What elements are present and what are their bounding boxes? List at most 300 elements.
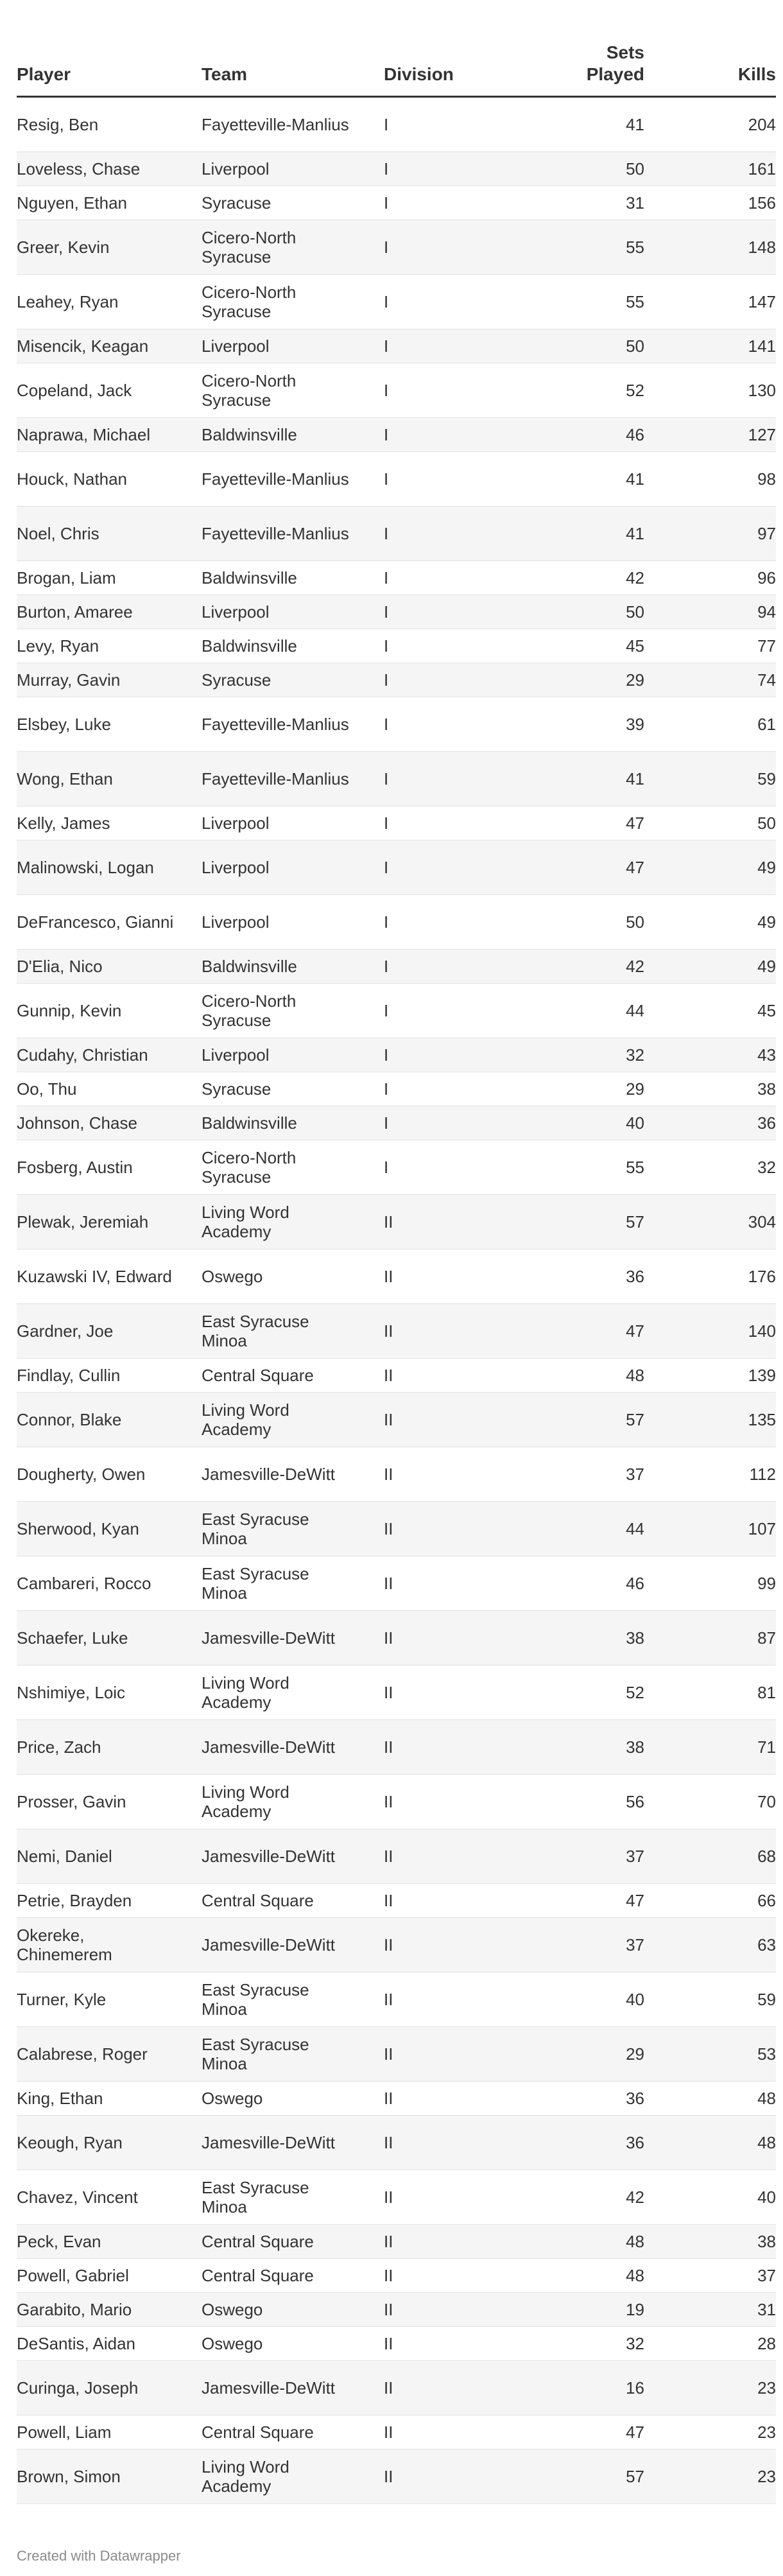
sets-played-cell: 36 [510,1249,644,1304]
sets-played-cell: 55 [510,275,644,329]
table-row [17,2116,776,2170]
sets-played-cell: 19 [510,2293,644,2327]
table-row [17,275,776,329]
kills-cell: 38 [644,2225,776,2259]
division-cell: I [384,418,510,452]
sets-played-cell: 48 [510,1359,644,1393]
sets-played-cell: 47 [510,806,644,840]
table-row [17,152,776,186]
player-cell: Dougherty, Owen [17,1447,202,1502]
player-cell: Curinga, Joseph [17,2361,202,2415]
team-cell: Cicero-North Syracuse [202,363,384,418]
team-cell: Baldwinsville [202,561,384,595]
column-header-label-line1: Sets [606,42,644,62]
team-cell: Central Square [202,2259,384,2293]
sets-played-cell: 36 [510,2082,644,2116]
table-row [17,1393,776,1447]
team-cell: East Syracuse Minoa [202,1972,384,2027]
player-cell: Brogan, Liam [17,561,202,595]
table-row [17,1249,776,1304]
team-cell: Fayetteville-Manlius [202,97,384,152]
sets-played-cell: 57 [510,2450,644,2504]
table-row [17,663,776,697]
player-cell: DeFrancesco, Gianni [17,895,202,950]
player-cell: D'Elia, Nico [17,950,202,984]
sets-played-cell: 46 [510,418,644,452]
player-cell: Noel, Chris [17,507,202,561]
player-cell: King, Ethan [17,2082,202,2116]
player-cell: Calabrese, Roger [17,2027,202,2082]
sets-played-cell: 55 [510,1140,644,1195]
team-cell: East Syracuse Minoa [202,2170,384,2225]
team-cell: Cicero-North Syracuse [202,275,384,329]
kills-cell: 23 [644,2450,776,2504]
player-cell: Petrie, Brayden [17,1884,202,1918]
kills-cell: 66 [644,1884,776,1918]
division-cell: II [384,1972,510,2027]
table-row [17,1106,776,1140]
sets-played-cell: 37 [510,1918,644,1972]
player-cell: Loveless, Chase [17,152,202,186]
division-cell: I [384,1072,510,1106]
sets-played-cell: 47 [510,840,644,895]
player-cell: Nemi, Daniel [17,1829,202,1884]
division-cell: II [384,2170,510,2225]
division-cell: I [384,186,510,220]
kills-cell: 304 [644,1195,776,1249]
team-cell: Central Square [202,1884,384,1918]
division-cell: I [384,561,510,595]
table-row [17,1918,776,1972]
sets-played-cell: 56 [510,1775,644,1829]
sets-played-cell: 52 [510,1666,644,1720]
table-row [17,2259,776,2293]
team-cell: East Syracuse Minoa [202,2027,384,2082]
team-cell: Central Square [202,1359,384,1393]
table-row [17,452,776,507]
team-cell: Liverpool [202,840,384,895]
sets-played-cell: 45 [510,629,644,663]
sets-played-cell: 29 [510,1072,644,1106]
kills-cell: 107 [644,1502,776,1556]
table-row [17,1038,776,1072]
player-cell: Kuzawski IV, Edward [17,1249,202,1304]
kills-cell: 23 [644,2415,776,2450]
table-row [17,1502,776,1556]
team-cell: Liverpool [202,152,384,186]
table-row [17,1556,776,1611]
player-cell: Gardner, Joe [17,1304,202,1359]
column-header-label-line2: Played [586,64,644,84]
player-cell: Murray, Gavin [17,663,202,697]
team-cell: Liverpool [202,806,384,840]
division-cell: II [384,2082,510,2116]
player-cell: Gunnip, Kevin [17,984,202,1038]
player-cell: Okereke, Chinemerem [17,1918,202,1972]
column-header-sets-played[interactable] [510,0,644,97]
division-cell: I [384,895,510,950]
column-header-team[interactable] [202,0,384,97]
datawrapper-credit: Created with Datawrapper [17,2548,181,2564]
table-row [17,329,776,363]
team-cell: Baldwinsville [202,629,384,663]
kills-cell: 49 [644,895,776,950]
kills-cell: 50 [644,806,776,840]
player-cell: Peck, Evan [17,2225,202,2259]
team-cell: Central Square [202,2415,384,2450]
division-cell: II [384,1611,510,1666]
kills-cell: 141 [644,329,776,363]
sets-played-cell: 48 [510,2259,644,2293]
player-cell: Sherwood, Kyan [17,1502,202,1556]
table-row [17,1304,776,1359]
table-row [17,97,776,152]
player-cell: Houck, Nathan [17,452,202,507]
kills-cell: 23 [644,2361,776,2415]
sets-played-cell: 16 [510,2361,644,2415]
division-cell: I [384,452,510,507]
division-cell: II [384,1195,510,1249]
team-cell: Baldwinsville [202,1106,384,1140]
sets-played-cell: 46 [510,1556,644,1611]
team-cell: Syracuse [202,1072,384,1106]
player-cell: Powell, Gabriel [17,2259,202,2293]
player-cell: Chavez, Vincent [17,2170,202,2225]
sets-played-cell: 41 [510,97,644,152]
kills-cell: 112 [644,1447,776,1502]
table-row [17,1972,776,2027]
sets-played-cell: 29 [510,663,644,697]
table-row [17,806,776,840]
table-row [17,1140,776,1195]
kills-cell: 63 [644,1918,776,1972]
sets-played-cell: 48 [510,2225,644,2259]
sets-played-cell: 36 [510,2116,644,2170]
sets-played-cell: 47 [510,1884,644,1918]
player-cell: Levy, Ryan [17,629,202,663]
player-cell: Elsbey, Luke [17,697,202,752]
column-header-label: Kills [737,64,776,84]
table-row [17,950,776,984]
division-cell: I [384,806,510,840]
kills-cell: 53 [644,2027,776,2082]
kills-cell: 156 [644,186,776,220]
team-cell: Jamesville-DeWitt [202,1918,384,1972]
division-cell: I [384,950,510,984]
table-row [17,2082,776,2116]
table-row [17,1359,776,1393]
sets-played-cell: 38 [510,1611,644,1666]
team-cell: Oswego [202,2327,384,2361]
table-row [17,363,776,418]
table-row [17,1666,776,1720]
division-cell: II [384,2327,510,2361]
kills-cell: 36 [644,1106,776,1140]
kills-cell: 71 [644,1720,776,1775]
table-row [17,507,776,561]
sets-played-cell: 55 [510,220,644,275]
division-cell: I [384,1140,510,1195]
table-row [17,561,776,595]
player-cell: Findlay, Cullin [17,1359,202,1393]
header-row [17,0,776,97]
sets-played-cell: 37 [510,1829,644,1884]
table-row [17,2450,776,2504]
kills-cell: 204 [644,97,776,152]
kills-cell: 148 [644,220,776,275]
player-cell: Resig, Ben [17,97,202,152]
table-row [17,2415,776,2450]
sets-played-cell: 32 [510,1038,644,1072]
sets-played-cell: 50 [510,895,644,950]
kills-cell: 140 [644,1304,776,1359]
division-cell: II [384,2225,510,2259]
player-cell: Brown, Simon [17,2450,202,2504]
division-cell: I [384,329,510,363]
team-cell: Oswego [202,1249,384,1304]
sets-played-cell: 44 [510,984,644,1038]
division-cell: II [384,1556,510,1611]
column-header-player[interactable] [17,0,202,97]
division-cell: II [384,1249,510,1304]
sets-played-cell: 42 [510,950,644,984]
division-cell: I [384,220,510,275]
player-cell: Garabito, Mario [17,2293,202,2327]
sets-played-cell: 40 [510,1972,644,2027]
kills-cell: 45 [644,984,776,1038]
kills-cell: 32 [644,1140,776,1195]
table-row [17,595,776,629]
player-cell: Misencik, Keagan [17,329,202,363]
kills-cell: 74 [644,663,776,697]
player-cell: Turner, Kyle [17,1972,202,2027]
sets-played-cell: 38 [510,1720,644,1775]
team-cell: Liverpool [202,329,384,363]
division-cell: I [384,275,510,329]
team-cell: Cicero-North Syracuse [202,1140,384,1195]
team-cell: Syracuse [202,663,384,697]
sets-played-cell: 32 [510,2327,644,2361]
table-row [17,2225,776,2259]
table-row [17,1775,776,1829]
player-cell: Burton, Amaree [17,595,202,629]
team-cell: Fayetteville-Manlius [202,452,384,507]
table-row [17,1720,776,1775]
sets-played-cell: 50 [510,152,644,186]
player-cell: Schaefer, Luke [17,1611,202,1666]
player-cell: Keough, Ryan [17,2116,202,2170]
team-cell: Liverpool [202,895,384,950]
player-cell: Powell, Liam [17,2415,202,2450]
player-cell: Nshimiye, Loic [17,1666,202,1720]
sets-played-cell: 50 [510,329,644,363]
division-cell: I [384,984,510,1038]
division-cell: II [384,1447,510,1502]
column-header-label: Team [202,64,248,84]
player-cell: Prosser, Gavin [17,1775,202,1829]
sets-played-cell: 29 [510,2027,644,2082]
team-cell: Oswego [202,2293,384,2327]
division-cell: II [384,1359,510,1393]
kills-cell: 49 [644,840,776,895]
player-cell: Johnson, Chase [17,1106,202,1140]
division-cell: II [384,2116,510,2170]
table-row [17,840,776,895]
division-cell: II [384,1502,510,1556]
team-cell: East Syracuse Minoa [202,1502,384,1556]
sets-played-cell: 57 [510,1393,644,1447]
kills-cell: 130 [644,363,776,418]
team-cell: Living Word Academy [202,1393,384,1447]
kills-cell: 127 [644,418,776,452]
team-cell: Fayetteville-Manlius [202,507,384,561]
table-row [17,1072,776,1106]
kills-cell: 59 [644,1972,776,2027]
division-cell: II [384,2361,510,2415]
sets-played-cell: 44 [510,1502,644,1556]
team-cell: Living Word Academy [202,2450,384,2504]
table-row [17,2361,776,2415]
sets-played-cell: 47 [510,2415,644,2450]
column-header-division[interactable] [384,0,510,97]
player-cell: Fosberg, Austin [17,1140,202,1195]
team-cell: Jamesville-DeWitt [202,1720,384,1775]
player-cell: DeSantis, Aidan [17,2327,202,2361]
team-cell: Baldwinsville [202,950,384,984]
team-cell: Cicero-North Syracuse [202,220,384,275]
division-cell: I [384,629,510,663]
kills-cell: 68 [644,1829,776,1884]
kills-cell: 97 [644,507,776,561]
table-row [17,2027,776,2082]
division-cell: II [384,1775,510,1829]
table-row [17,220,776,275]
sets-played-cell: 41 [510,752,644,806]
division-cell: I [384,663,510,697]
kills-cell: 43 [644,1038,776,1072]
player-cell: Leahey, Ryan [17,275,202,329]
division-cell: I [384,152,510,186]
table-row [17,1884,776,1918]
table-row [17,1829,776,1884]
sets-played-cell: 42 [510,561,644,595]
player-cell: Connor, Blake [17,1393,202,1447]
player-cell: Wong, Ethan [17,752,202,806]
kills-cell: 37 [644,2259,776,2293]
kills-cell: 40 [644,2170,776,2225]
player-cell: Oo, Thu [17,1072,202,1106]
table-row [17,186,776,220]
sets-played-cell: 40 [510,1106,644,1140]
kills-cell: 59 [644,752,776,806]
kills-cell: 31 [644,2293,776,2327]
table-row [17,1447,776,1502]
table-header [17,0,776,97]
sets-played-cell: 42 [510,2170,644,2225]
player-cell: Price, Zach [17,1720,202,1775]
table-row [17,752,776,806]
table-row [17,895,776,950]
player-cell: Nguyen, Ethan [17,186,202,220]
kills-cell: 48 [644,2116,776,2170]
kills-cell: 70 [644,1775,776,1829]
team-cell: Liverpool [202,1038,384,1072]
division-cell: II [384,2450,510,2504]
player-cell: Kelly, James [17,806,202,840]
team-cell: East Syracuse Minoa [202,1556,384,1611]
sets-played-cell: 41 [510,452,644,507]
column-header-kills[interactable] [644,0,776,97]
division-cell: II [384,2259,510,2293]
kills-cell: 135 [644,1393,776,1447]
table-body [17,97,776,2504]
team-cell: Jamesville-DeWitt [202,1447,384,1502]
kills-cell: 98 [644,452,776,507]
sets-played-cell: 52 [510,363,644,418]
team-cell: Central Square [202,2225,384,2259]
division-cell: II [384,2293,510,2327]
kills-cell: 49 [644,950,776,984]
division-cell: I [384,595,510,629]
team-cell: Jamesville-DeWitt [202,2116,384,2170]
team-cell: Liverpool [202,595,384,629]
team-cell: Living Word Academy [202,1195,384,1249]
team-cell: Jamesville-DeWitt [202,2361,384,2415]
stats-table [17,0,776,2504]
division-cell: II [384,2027,510,2082]
sets-played-cell: 37 [510,1447,644,1502]
table-row [17,697,776,752]
division-cell: I [384,752,510,806]
table-container [17,0,776,2564]
table-row [17,2327,776,2361]
team-cell: Oswego [202,2082,384,2116]
table-row [17,984,776,1038]
kills-cell: 77 [644,629,776,663]
team-cell: Syracuse [202,186,384,220]
division-cell: I [384,1106,510,1140]
kills-cell: 87 [644,1611,776,1666]
sets-played-cell: 41 [510,507,644,561]
division-cell: I [384,363,510,418]
player-cell: Copeland, Jack [17,363,202,418]
table-row [17,1195,776,1249]
kills-cell: 176 [644,1249,776,1304]
sets-played-cell: 39 [510,697,644,752]
kills-cell: 147 [644,275,776,329]
division-cell: II [384,1666,510,1720]
kills-cell: 94 [644,595,776,629]
kills-cell: 99 [644,1556,776,1611]
division-cell: II [384,1884,510,1918]
division-cell: II [384,2415,510,2450]
column-header-label: Division [384,64,454,84]
player-cell: Malinowski, Logan [17,840,202,895]
kills-cell: 48 [644,2082,776,2116]
table-row [17,2293,776,2327]
kills-cell: 81 [644,1666,776,1720]
kills-cell: 96 [644,561,776,595]
table-row [17,418,776,452]
division-cell: II [384,1918,510,1972]
player-cell: Naprawa, Michael [17,418,202,452]
division-cell: II [384,1720,510,1775]
kills-cell: 161 [644,152,776,186]
division-cell: II [384,1304,510,1359]
kills-cell: 139 [644,1359,776,1393]
division-cell: I [384,507,510,561]
kills-cell: 28 [644,2327,776,2361]
